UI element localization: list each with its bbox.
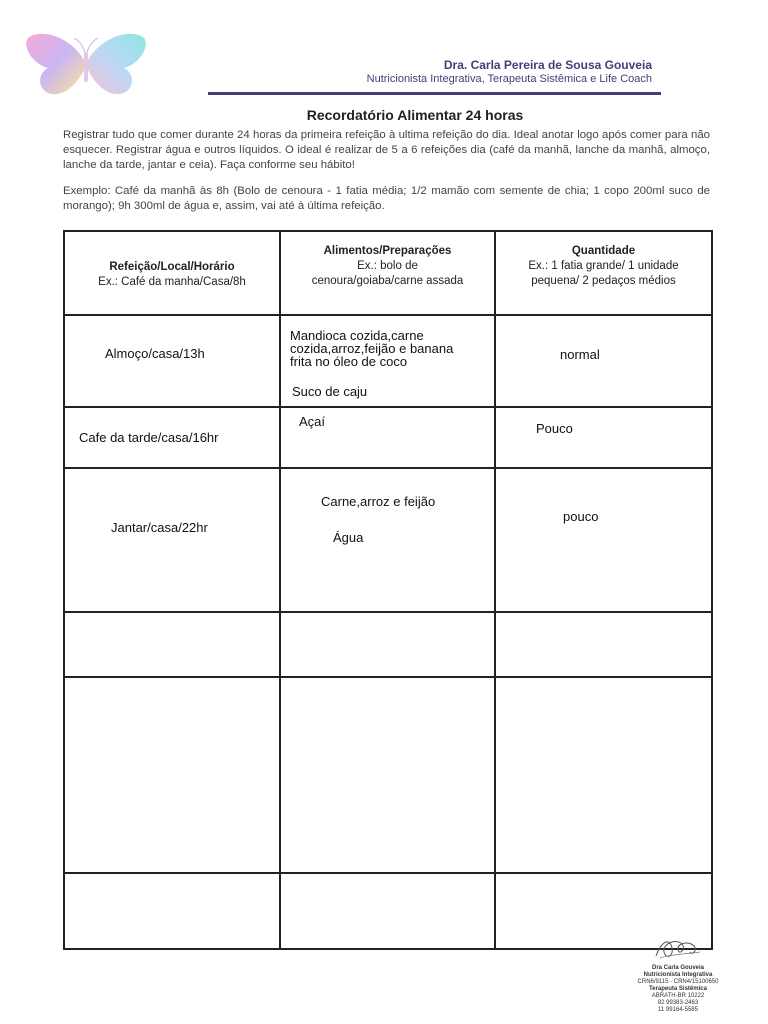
butterfly-icon [22, 30, 150, 102]
meal-text: Almoço/casa/13h [105, 346, 205, 361]
table-row [64, 468, 712, 612]
table-row [64, 677, 712, 873]
meal-cell[interactable] [64, 407, 280, 468]
header-meal-title: Refeição/Local/Horário [109, 261, 235, 273]
example-paragraph: Exemplo: Café da manhã às 8h (Bolo de cenoura - 1 fatia média; 1/2 mamão com semente de chia; 1 copo 200ml suco de morango); 9h 300ml de água e, assim, vai até à última refeição. [63, 185, 710, 212]
meal-cell[interactable] [64, 677, 280, 873]
signature-line: Terapeuta Sistêmica [649, 986, 707, 992]
quantity-text: pouco [563, 509, 599, 524]
meal-text: Jantar/casa/22hr [111, 520, 208, 535]
foods-text: Açaí [299, 414, 326, 429]
header-cell-meal [64, 231, 280, 315]
foods-cell[interactable] [280, 677, 495, 873]
instructions-paragraph: Registrar tudo que comer durante 24 horas da primeira refeição à ultima refeição do dia. Ideal anotar logo após comer para não esquecer. Registrar água e outros líquidos. O ideal é realizar de 5 a 6 refeições dia (café da manhã, lanche da manhã, almoço, lanche da tarde, jantar e ceia). Faça conforme seu hábito! [63, 129, 710, 171]
header-quantity-title: Quantidade [571, 245, 636, 257]
quantity-cell[interactable] [495, 612, 712, 677]
header-foods-example: Ex.: bolo de cenoura/goiaba/carne assada [311, 260, 464, 287]
foods-cell[interactable] [280, 612, 495, 677]
doctor-credentials: Nutricionista Integrativa, Terapeuta Sistêmica e Life Coach [366, 73, 652, 85]
foods-cell[interactable] [280, 873, 495, 949]
quantity-text: Pouco [536, 421, 573, 436]
doctor-name: Dra. Carla Pereira de Sousa Gouveia [443, 58, 652, 72]
signature-line: 82 99383-2463 [657, 1000, 699, 1006]
signature-line: 11 99164-5585 [658, 1007, 698, 1013]
foods-cell[interactable] [280, 315, 495, 407]
header-cell-foods [280, 231, 495, 315]
signature-line: Dra Carla Gouveia [651, 965, 705, 971]
meal-cell[interactable] [64, 873, 280, 949]
signature-line: CRN6/9115 · CRN4/15100650 [637, 979, 719, 985]
signature-line: Nutricionista Integrativa [643, 972, 713, 978]
header-divider [208, 92, 661, 95]
header-cell-quantity [495, 231, 712, 315]
header-meal-example: Ex.: Café da manha/Casa/8h [98, 276, 246, 288]
table-row [64, 407, 712, 468]
foods-text: Mandioca cozida,carne cozida,arroz,feijão e banana frita no óleo de coco [290, 328, 454, 369]
table-row [64, 612, 712, 677]
quantity-cell[interactable] [495, 407, 712, 468]
quantity-cell[interactable] [495, 677, 712, 873]
foods-cell[interactable] [280, 468, 495, 612]
quantity-cell[interactable] [495, 315, 712, 407]
meal-cell[interactable] [64, 468, 280, 612]
meal-text: Cafe da tarde/casa/16hr [79, 430, 219, 445]
document-title: Recordatório Alimentar 24 horas [306, 107, 524, 123]
foods-text: Água [333, 530, 364, 545]
foods-text: Carne,arroz e feijão [321, 494, 436, 509]
quantity-cell[interactable] [495, 468, 712, 612]
header-foods-title: Alimentos/Preparações [323, 245, 452, 257]
table-row [64, 873, 712, 949]
table-header-row [64, 231, 712, 315]
quantity-text: normal [560, 347, 600, 362]
meal-cell[interactable] [64, 315, 280, 407]
foods-text: Suco de caju [292, 384, 368, 399]
food-log-table [63, 230, 713, 950]
signature-line: ABRATH-BR 10222 [651, 993, 705, 999]
table-row [64, 315, 712, 407]
foods-cell[interactable] [280, 407, 495, 468]
meal-cell[interactable] [64, 612, 280, 677]
header-quantity-example: Ex.: 1 fatia grande/ 1 unidade pequena/ 2 pedaços médios [528, 260, 679, 287]
signature-block [620, 934, 736, 1014]
